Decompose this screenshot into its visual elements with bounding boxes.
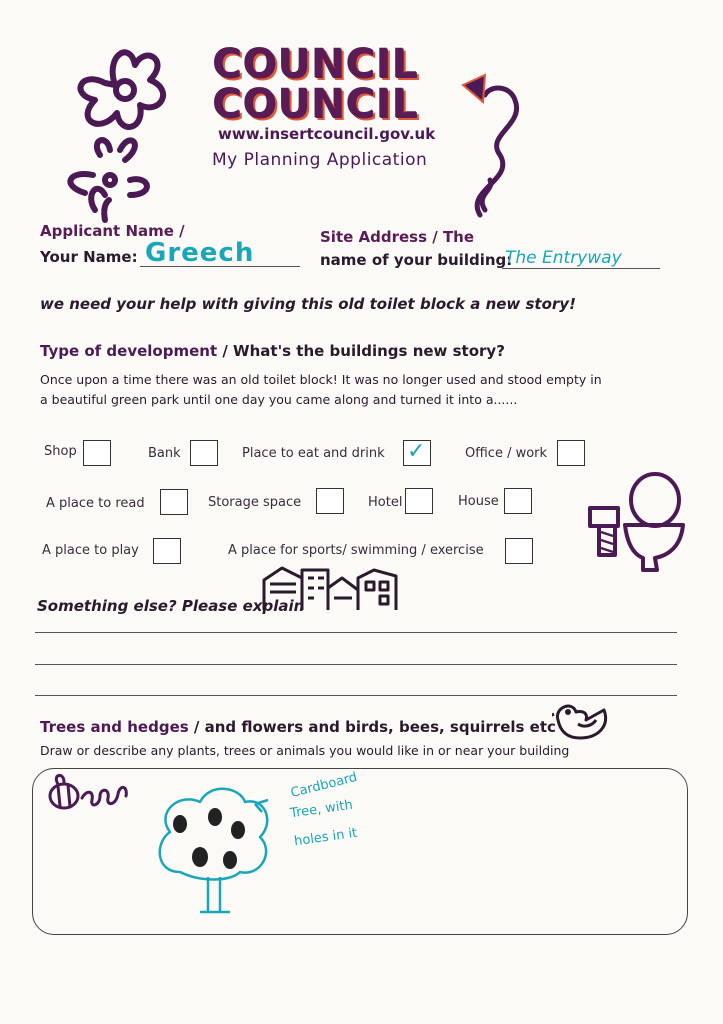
- checkbox-office[interactable]: [557, 440, 585, 466]
- bee-icon: [42, 770, 132, 815]
- flower-doodle-icon: [45, 35, 175, 225]
- checkbox-read[interactable]: [160, 489, 188, 515]
- tree-drawing-icon: [150, 782, 290, 917]
- explain-line-3[interactable]: [35, 695, 677, 696]
- checkbox-eat-drink[interactable]: [403, 440, 431, 466]
- option-label-bank: Bank: [148, 446, 181, 461]
- checkbox-play[interactable]: [153, 538, 181, 564]
- checkbox-shop[interactable]: [83, 440, 111, 466]
- applicant-label-line1: Applicant Name /: [40, 222, 185, 240]
- site-name-value[interactable]: The Entryway: [505, 248, 622, 268]
- checkbox-storage[interactable]: [316, 488, 344, 514]
- option-label-storage: Storage space: [208, 495, 302, 510]
- option-label-house: House: [458, 494, 499, 509]
- trees-heading-a: Trees and hedges: [40, 718, 189, 736]
- explain-line-1[interactable]: [35, 632, 677, 633]
- bird-icon: [552, 698, 614, 743]
- story-line-2: a beautiful green park until one day you came along and turned it into a......: [40, 392, 518, 407]
- checkbox-sports[interactable]: [505, 538, 533, 564]
- option-label-eat-drink: Place to eat and drink: [242, 446, 385, 461]
- option-label-sports: A place for sports/ swimming / exercise: [228, 543, 484, 558]
- intro-text: we need your help with giving this old toilet block a new story!: [40, 295, 576, 313]
- check-mark-icon: ✓: [407, 439, 426, 464]
- option-label-read: A place to read: [46, 496, 145, 511]
- council-logo-line1: COUNCIL: [213, 42, 420, 88]
- option-label-hotel: Hotel: [368, 495, 403, 510]
- development-heading-a: Type of development: [40, 342, 218, 360]
- option-label-shop: Shop: [44, 444, 77, 459]
- toilet-icon: [585, 470, 685, 575]
- curly-arrow-icon: [455, 70, 535, 225]
- explain-line-2[interactable]: [35, 664, 677, 665]
- trees-instructions: Draw or describe any plants, trees or animals you would like in or near your building: [40, 743, 570, 758]
- story-line-1: Once upon a time there was an old toilet block! It was no longer used and stood empty in: [40, 372, 602, 387]
- site-label-line2: name of your building:: [320, 251, 513, 269]
- applicant-name-value[interactable]: Greech: [145, 238, 255, 268]
- trees-heading: [40, 718, 556, 736]
- option-label-play: A place to play: [42, 543, 139, 558]
- development-heading-b: / What's the buildings new story?: [217, 342, 505, 360]
- applicant-name-underline: [140, 266, 300, 267]
- something-else-label: Something else? Please explain: [37, 597, 305, 615]
- drawing-note-line2: Tree, with: [289, 797, 354, 822]
- site-name-underline: [502, 268, 660, 269]
- council-url: www.insertcouncil.gov.uk: [218, 125, 436, 143]
- drawing-note-line1: Cardboard: [289, 770, 359, 801]
- option-label-office: Office / work: [465, 446, 548, 461]
- checkbox-bank[interactable]: [190, 440, 218, 466]
- page-title: My Planning Application: [212, 150, 428, 170]
- applicant-label-line2: Your Name:: [40, 248, 138, 266]
- checkbox-hotel[interactable]: [405, 488, 433, 514]
- checkbox-house[interactable]: [504, 488, 532, 514]
- site-label-line1: Site Address / The: [320, 228, 475, 246]
- development-heading: [40, 342, 505, 360]
- drawing-note-line3: holes in it: [293, 825, 359, 850]
- council-logo-line2: COUNCIL: [213, 82, 420, 128]
- trees-heading-b: / and flowers and birds, bees, squirrels etc: [188, 718, 556, 736]
